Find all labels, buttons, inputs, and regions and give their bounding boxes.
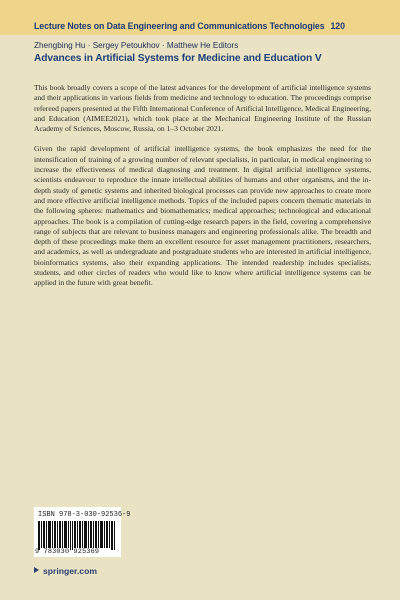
barcode-image [38, 521, 117, 550]
book-title: Advances in Artificial Systems for Medicine and Education V [34, 53, 322, 64]
description-text [34, 83, 371, 299]
series-title: Lecture Notes on Data Engineering and Communications Technologies [34, 21, 325, 31]
series-number: 120 [330, 21, 345, 31]
description-paragraph-1: This book broadly covers a scope of the latest advances for the development of artificial intelligence systems and their applications in various fields from medicine and technology to education. The proceedings comprise refereed papers presented at the Fifth International Conference of Artificial Intelligence, Medical Engineering, and Education (AIMEE2021), which took place at the Mechanical Engineering Institute of the Russian Academy of Sciences, Moscow, Russia, on 1–3 October 2021. [34, 83, 371, 134]
isbn-barcode-panel [34, 507, 131, 557]
editors-names: Zhengbing Hu · Sergey Petoukhov · Matthew He [34, 41, 211, 50]
springer-link[interactable] [34, 566, 97, 576]
springer-link-label: springer.com [43, 566, 97, 576]
editors-line [34, 41, 238, 50]
isbn-label: ISBN 978-3-030-92536-9 [38, 511, 131, 519]
barcode-digits: 9 783030 925369 [35, 548, 100, 556]
editors-suffix: Editors [212, 41, 239, 50]
description-paragraph-2: Given the rapid development of artificial intelligence systems, the book emphasizes the need for the intensification of training of a growing number of relevant specialists, in particular, in medical engineering to increase the effectiveness of medical diagnosing and treatment. In digital artificial intelligence systems, scientists endeavour to reproduce the innate intellectual abilities of humans and other organisms, and the in-depth study of genetic systems and inherited biological processes can provide new approaches to create more and more effective artificial intelligence methods. Topics of the included papers concern thematic materials in the following spheres: mathematics and biomathematics; medical approaches; technological and educational approaches. The book is a compilation of cutting-edge research papers in the field, covering a comprehensive range of subjects that are relevant to business managers and engineering professionals alike. The breadth and depth of these proceedings make them an excellent resource for asset management practitioners, researchers, and academics, as well as undergraduate and postgraduate students who are interested in artificial intelligence, bioinformatics systems, also their expanding applications. The intended readership includes specialists, students, and other circles of readers who would like to know where artificial intelligence systems can be applied in the future with great benefit. [34, 144, 371, 288]
series-title-line [34, 21, 345, 31]
triangle-right-icon [34, 567, 39, 573]
series-header-band [0, 0, 400, 35]
